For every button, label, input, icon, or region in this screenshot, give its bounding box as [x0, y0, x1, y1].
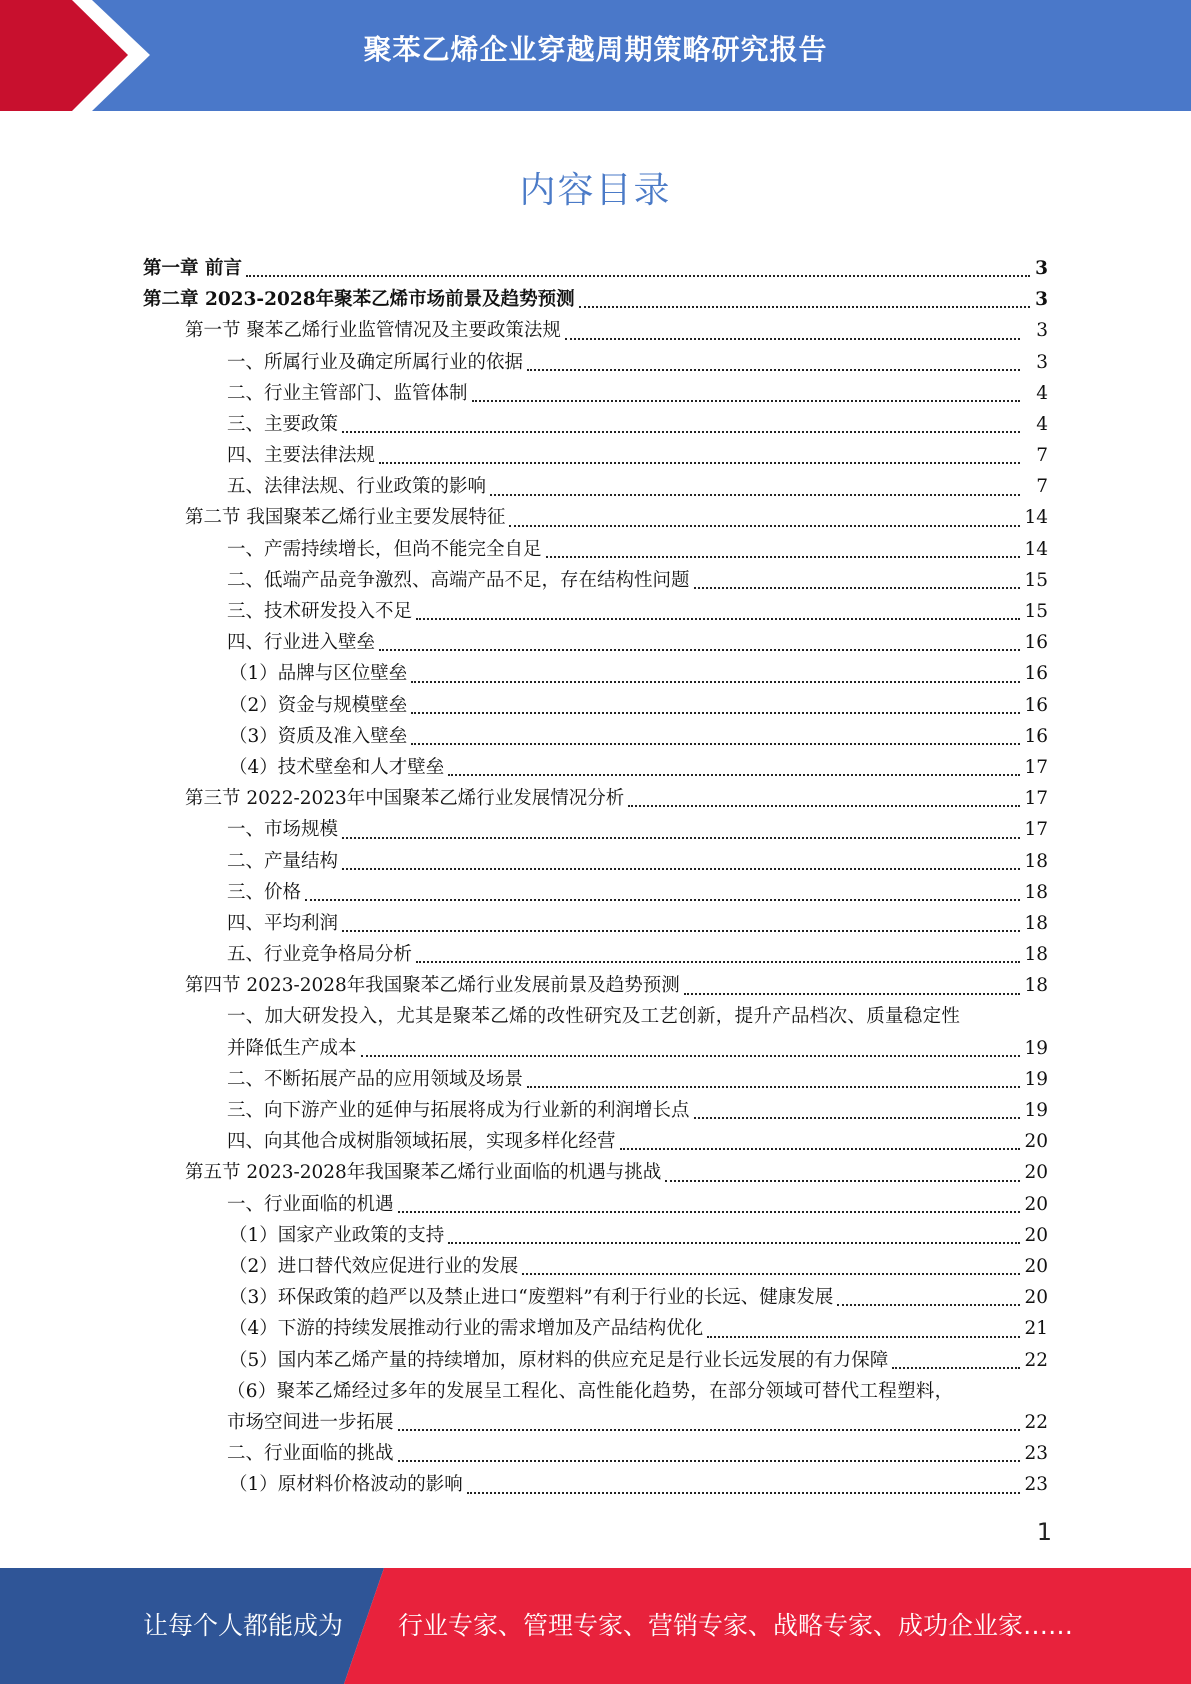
toc-entry[interactable] [0, 690, 1191, 721]
toc-entry-page: 16 [1024, 694, 1048, 716]
toc-entry[interactable] [0, 1002, 1191, 1033]
toc-entry[interactable] [0, 1189, 1191, 1220]
toc-leader-dots [892, 1345, 1020, 1376]
toc-entry[interactable] [0, 1313, 1191, 1344]
toc-entry-title: （3）环保政策的趋严以及禁止进口“废塑料”有利于行业的长远、健康发展 [229, 1287, 834, 1309]
toc-entry-page: 7 [1036, 476, 1048, 498]
toc-entry-title: 五、行业竞争格局分析 [227, 944, 413, 966]
toc-entry-page: 15 [1024, 601, 1048, 623]
toc-entry-page: 16 [1024, 725, 1048, 747]
toc-entry[interactable] [0, 253, 1191, 284]
toc-entry[interactable] [0, 284, 1191, 315]
toc-entry-title: 第一章 前言 [143, 257, 242, 279]
toc-entry-page: 18 [1024, 881, 1048, 903]
toc-entry-page: 19 [1024, 1037, 1048, 1059]
toc-leader-dots [411, 690, 1020, 721]
toc-entry-page: 4 [1036, 413, 1048, 435]
toc-entry-page: 4 [1036, 382, 1048, 404]
toc-entry[interactable] [0, 503, 1191, 534]
page-header [0, 0, 1191, 111]
toc-leader-dots [579, 284, 1030, 315]
toc-entry-title: 三、主要政策 [227, 413, 339, 435]
toc-entry-page: 3 [1036, 320, 1048, 342]
toc-entry-title: 市场空间进一步拓展 [227, 1411, 394, 1433]
toc-leader-dots [490, 471, 1020, 502]
page-number: 1 [1036, 1518, 1052, 1546]
toc-entry[interactable] [0, 1033, 1191, 1064]
toc-entry-title: （5）国内苯乙烯产量的持续增加，原材料的供应充足是行业长远发展的有力保障 [229, 1349, 889, 1371]
page-footer [0, 1568, 1191, 1684]
toc-entry-page: 17 [1024, 819, 1048, 841]
toc-leader-dots [416, 939, 1020, 970]
toc-entry-page: 20 [1024, 1255, 1048, 1277]
toc-leader-dots [411, 721, 1020, 752]
table-of-contents [0, 253, 1191, 1501]
toc-leader-dots [527, 347, 1020, 378]
toc-entry-page: 20 [1024, 1287, 1048, 1309]
toc-entry-title: 第五节 2023-2028年我国聚苯乙烯行业面临的机遇与挑战 [185, 1162, 662, 1184]
toc-leader-dots [246, 253, 1030, 284]
toc-entry-page: 17 [1024, 756, 1048, 778]
toc-entry-title: 二、行业面临的挑战 [227, 1443, 394, 1465]
toc-entry-title: 二、产量结构 [227, 850, 339, 872]
toc-entry-page: 23 [1024, 1443, 1048, 1465]
toc-entry-page: 18 [1024, 975, 1048, 997]
toc-leader-dots [416, 596, 1020, 627]
toc-entry[interactable] [0, 1345, 1191, 1376]
toc-entry[interactable] [0, 347, 1191, 378]
toc-entry-title: 五、法律法规、行业政策的影响 [227, 476, 487, 498]
toc-entry-page: 22 [1024, 1349, 1048, 1371]
toc-leader-dots [694, 1095, 1020, 1126]
toc-leader-dots [398, 1438, 1020, 1469]
toc-entry[interactable] [0, 658, 1191, 689]
toc-leader-dots [379, 440, 1020, 471]
toc-entry[interactable] [0, 1469, 1191, 1500]
toc-entry-page: 20 [1024, 1162, 1048, 1184]
toc-entry-page: 22 [1024, 1411, 1048, 1433]
toc-entry[interactable] [0, 970, 1191, 1001]
footer-slogan-right: 行业专家、管理专家、营销专家、战略专家、成功企业家…… [398, 1611, 1074, 1640]
toc-leader-dots [342, 908, 1020, 939]
toc-entry-title: 四、主要法律法规 [227, 445, 376, 467]
toc-entry[interactable] [0, 1064, 1191, 1095]
toc-entry-title: 三、技术研发投入不足 [227, 601, 413, 623]
toc-entry[interactable] [0, 596, 1191, 627]
toc-entry-page: 18 [1024, 912, 1048, 934]
toc-entry-page: 18 [1024, 850, 1048, 872]
toc-entry-title: 二、不断拓展产品的应用领域及场景 [227, 1068, 524, 1090]
toc-entry-title: （1）国家产业政策的支持 [229, 1224, 445, 1246]
toc-entry[interactable] [0, 752, 1191, 783]
toc-entry-page: 3 [1036, 351, 1048, 373]
toc-leader-dots [694, 565, 1020, 596]
toc-entry[interactable] [0, 939, 1191, 970]
toc-leader-dots [342, 409, 1020, 440]
toc-entry-title: 三、向下游产业的延伸与拓展将成为行业新的利润增长点 [227, 1100, 690, 1122]
toc-entry[interactable] [0, 1157, 1191, 1188]
toc-leader-dots [448, 1220, 1020, 1251]
toc-leader-dots [305, 877, 1020, 908]
toc-entry[interactable] [0, 721, 1191, 752]
toc-entry-title: 第二节 我国聚苯乙烯行业主要发展特征 [185, 507, 506, 529]
toc-leader-dots [527, 1064, 1020, 1095]
toc-leader-dots [398, 1189, 1020, 1220]
toc-entry-title: （1）品牌与区位壁垒 [229, 663, 408, 685]
toc-entry[interactable] [0, 783, 1191, 814]
toc-entry-title: 第四节 2023-2028年我国聚苯乙烯行业发展前景及趋势预测 [185, 975, 680, 997]
toc-entry-page: 15 [1024, 569, 1048, 591]
toc-entry-title: （3）资质及准入壁垒 [229, 725, 408, 747]
toc-entry[interactable] [0, 440, 1191, 471]
toc-entry-page: 19 [1024, 1100, 1048, 1122]
toc-entry-page: 17 [1024, 788, 1048, 810]
toc-leader-dots [398, 1407, 1020, 1438]
toc-entry-title: 四、行业进入壁垒 [227, 632, 376, 654]
toc-entry[interactable] [0, 1220, 1191, 1251]
toc-heading: 内容目录 [519, 170, 672, 211]
toc-entry-title: （4）下游的持续发展推动行业的需求增加及产品结构优化 [229, 1318, 704, 1340]
toc-entry-page: 3 [1035, 257, 1048, 279]
toc-entry-title: 二、行业主管部门、监管体制 [227, 382, 468, 404]
toc-leader-dots [546, 534, 1020, 565]
toc-entry[interactable] [0, 1251, 1191, 1282]
toc-entry[interactable] [0, 627, 1191, 658]
toc-leader-dots [837, 1282, 1020, 1313]
toc-entry[interactable] [0, 534, 1191, 565]
toc-entry-title: 一、市场规模 [227, 819, 339, 841]
toc-leader-dots [522, 1251, 1020, 1282]
toc-leader-dots [467, 1469, 1020, 1500]
toc-entry-title: 一、产需持续增长，但尚不能完全自足 [227, 538, 542, 560]
toc-entry-title: 四、向其他合成树脂领域拓展，实现多样化经营 [227, 1131, 616, 1153]
toc-entry-page: 20 [1024, 1224, 1048, 1246]
toc-entry-page: 20 [1024, 1193, 1048, 1215]
toc-entry-page: 23 [1024, 1474, 1048, 1496]
toc-leader-dots [684, 970, 1020, 1001]
toc-entry-title: 一、行业面临的机遇 [227, 1193, 394, 1215]
toc-entry-page: 14 [1024, 507, 1048, 529]
toc-entry[interactable] [0, 471, 1191, 502]
toc-entry-title: 第一节 聚苯乙烯行业监管情况及主要政策法规 [185, 320, 561, 342]
toc-entry-page: 14 [1024, 538, 1048, 560]
toc-entry-title: 四、平均利润 [227, 912, 339, 934]
toc-entry-title: 第三节 2022-2023年中国聚苯乙烯行业发展情况分析 [185, 788, 625, 810]
toc-entry-page: 19 [1024, 1068, 1048, 1090]
toc-entry-page: 16 [1024, 632, 1048, 654]
toc-entry[interactable] [0, 846, 1191, 877]
toc-entry[interactable] [0, 1126, 1191, 1157]
toc-entry-title: 二、低端产品竞争激烈、高端产品不足，存在结构性问题 [227, 569, 690, 591]
toc-entry-title: 一、加大研发投入，尤其是聚苯乙烯的改性研究及工艺创新，提升产品档次、质量稳定性 [227, 1006, 961, 1028]
toc-leader-dots [509, 503, 1020, 534]
toc-entry-title: 三、价格 [227, 881, 302, 903]
toc-entry-page: 21 [1024, 1318, 1048, 1340]
toc-entry-title: 第二章 2023-2028年聚苯乙烯市场前景及趋势预测 [143, 289, 575, 311]
toc-entry[interactable] [0, 565, 1191, 596]
toc-leader-dots [361, 1033, 1020, 1064]
toc-entry[interactable] [0, 877, 1191, 908]
toc-entry[interactable] [0, 409, 1191, 440]
toc-leader-dots [379, 627, 1020, 658]
toc-leader-dots [620, 1126, 1020, 1157]
toc-leader-dots [342, 846, 1020, 877]
toc-entry[interactable] [0, 1376, 1191, 1407]
toc-entry-title: 并降低生产成本 [227, 1037, 357, 1059]
toc-leader-dots [665, 1157, 1020, 1188]
toc-entry[interactable] [0, 1438, 1191, 1469]
toc-entry[interactable] [0, 814, 1191, 845]
footer-slogan-left: 让每个人都能成为 [143, 1611, 344, 1640]
toc-entry-page: 3 [1035, 289, 1048, 311]
toc-entry[interactable] [0, 315, 1191, 346]
toc-entry-title: （2）进口替代效应促进行业的发展 [229, 1255, 519, 1277]
toc-leader-dots [565, 315, 1020, 346]
toc-entry-page: 7 [1036, 445, 1048, 467]
toc-entry[interactable] [0, 908, 1191, 939]
report-title: 聚苯乙烯企业穿越周期策略研究报告 [363, 33, 828, 66]
toc-entry-page: 16 [1024, 663, 1048, 685]
toc-leader-dots [411, 658, 1020, 689]
toc-entry-page: 20 [1024, 1131, 1048, 1153]
toc-entry-title: （2）资金与规模壁垒 [229, 694, 408, 716]
toc-leader-dots [448, 752, 1020, 783]
toc-leader-dots [342, 814, 1020, 845]
toc-entry-page: 18 [1024, 944, 1048, 966]
toc-entry-title: （4）技术壁垒和人才壁垒 [229, 756, 445, 778]
toc-leader-dots [628, 783, 1020, 814]
toc-leader-dots [707, 1313, 1020, 1344]
toc-entry-title: （6）聚苯乙烯经过多年的发展呈工程化、高性能化趋势，在部分领域可替代工程塑料， [227, 1380, 954, 1402]
toc-entry-title: （1）原材料价格波动的影响 [229, 1474, 463, 1496]
toc-entry[interactable] [0, 378, 1191, 409]
toc-entry[interactable] [0, 1282, 1191, 1313]
toc-entry[interactable] [0, 1407, 1191, 1438]
toc-entry[interactable] [0, 1095, 1191, 1126]
toc-entry-title: 一、所属行业及确定所属行业的依据 [227, 351, 524, 373]
toc-leader-dots [472, 378, 1020, 409]
